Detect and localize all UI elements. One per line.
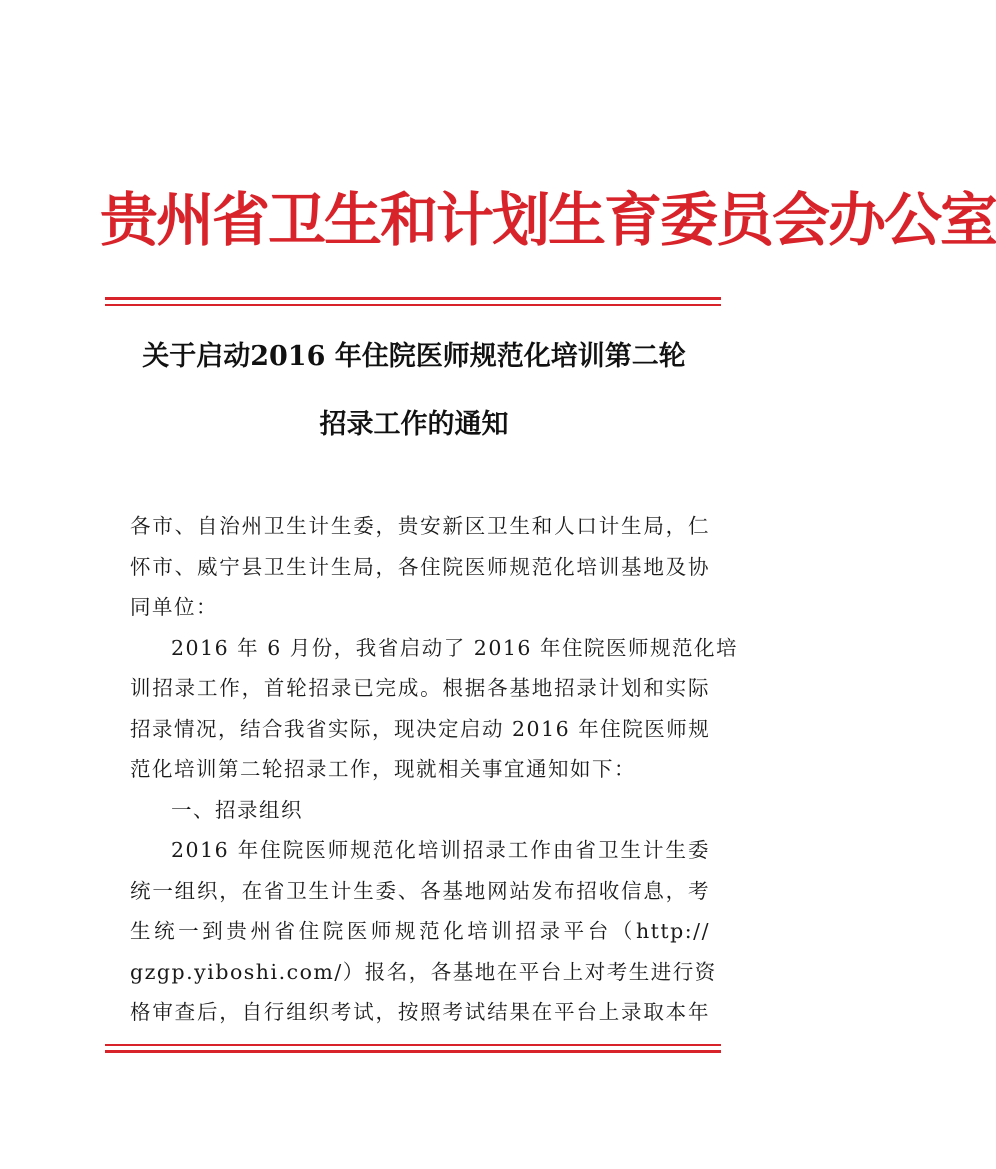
- salutation-line: 同单位：: [130, 595, 218, 619]
- document-title-line2: 招录工作的通知: [319, 409, 509, 440]
- section-heading: 一、招录组织: [171, 797, 303, 822]
- paragraph-line: 2016 年 6 月份，我省启动了 2016 年住院医师规范化培: [171, 635, 738, 660]
- paragraph-line: 2016 年住院医师规范化培训招录工作由省卫生计生委: [171, 838, 710, 862]
- salutation: [130, 506, 710, 628]
- paragraph-line: 生统一到贵州省住院医师规范化培训招录平台（http://: [130, 919, 710, 943]
- paragraph-line: gzgp.yiboshi.com/）报名，各基地在平台上对考生进行资: [130, 959, 717, 984]
- footer-rule-thick: [105, 1050, 721, 1053]
- paragraph-line: 范化培训第二轮招录工作，现就相关事宜通知如下：: [130, 757, 636, 781]
- header-rule-thick: [105, 297, 721, 300]
- paragraph-line: 统一组织，在省卫生计生委、各基地网站发布招收信息，考: [130, 878, 710, 903]
- salutation-line: 怀市、威宁县卫生计生局，各住院医师规范化培训基地及协: [130, 554, 710, 579]
- paragraph-2: [130, 830, 717, 1033]
- header-rule-thin: [105, 304, 721, 306]
- footer-rule-thin: [105, 1044, 721, 1046]
- paragraph-line: 招录情况，结合我省实际，现决定启动 2016 年住院医师规: [130, 716, 711, 741]
- paragraph-line: 格审查后，自行组织考试，按照考试结果在平台上录取本年: [130, 1000, 710, 1024]
- document-body: [130, 506, 738, 1033]
- salutation-line: 各市、自治州卫生计生委，贵安新区卫生和人口计生局，仁: [130, 514, 710, 538]
- section-1-heading: [130, 790, 710, 831]
- document-title-line1: 关于启动2016 年住院医师规范化培训第二轮: [142, 341, 686, 372]
- paragraph-line: 训招录工作，首轮招录已完成。根据各基地招录计划和实际: [130, 676, 710, 700]
- paragraph-1: [130, 628, 738, 790]
- org-header: 贵州省卫生和计划生育委员会办公室: [100, 186, 996, 254]
